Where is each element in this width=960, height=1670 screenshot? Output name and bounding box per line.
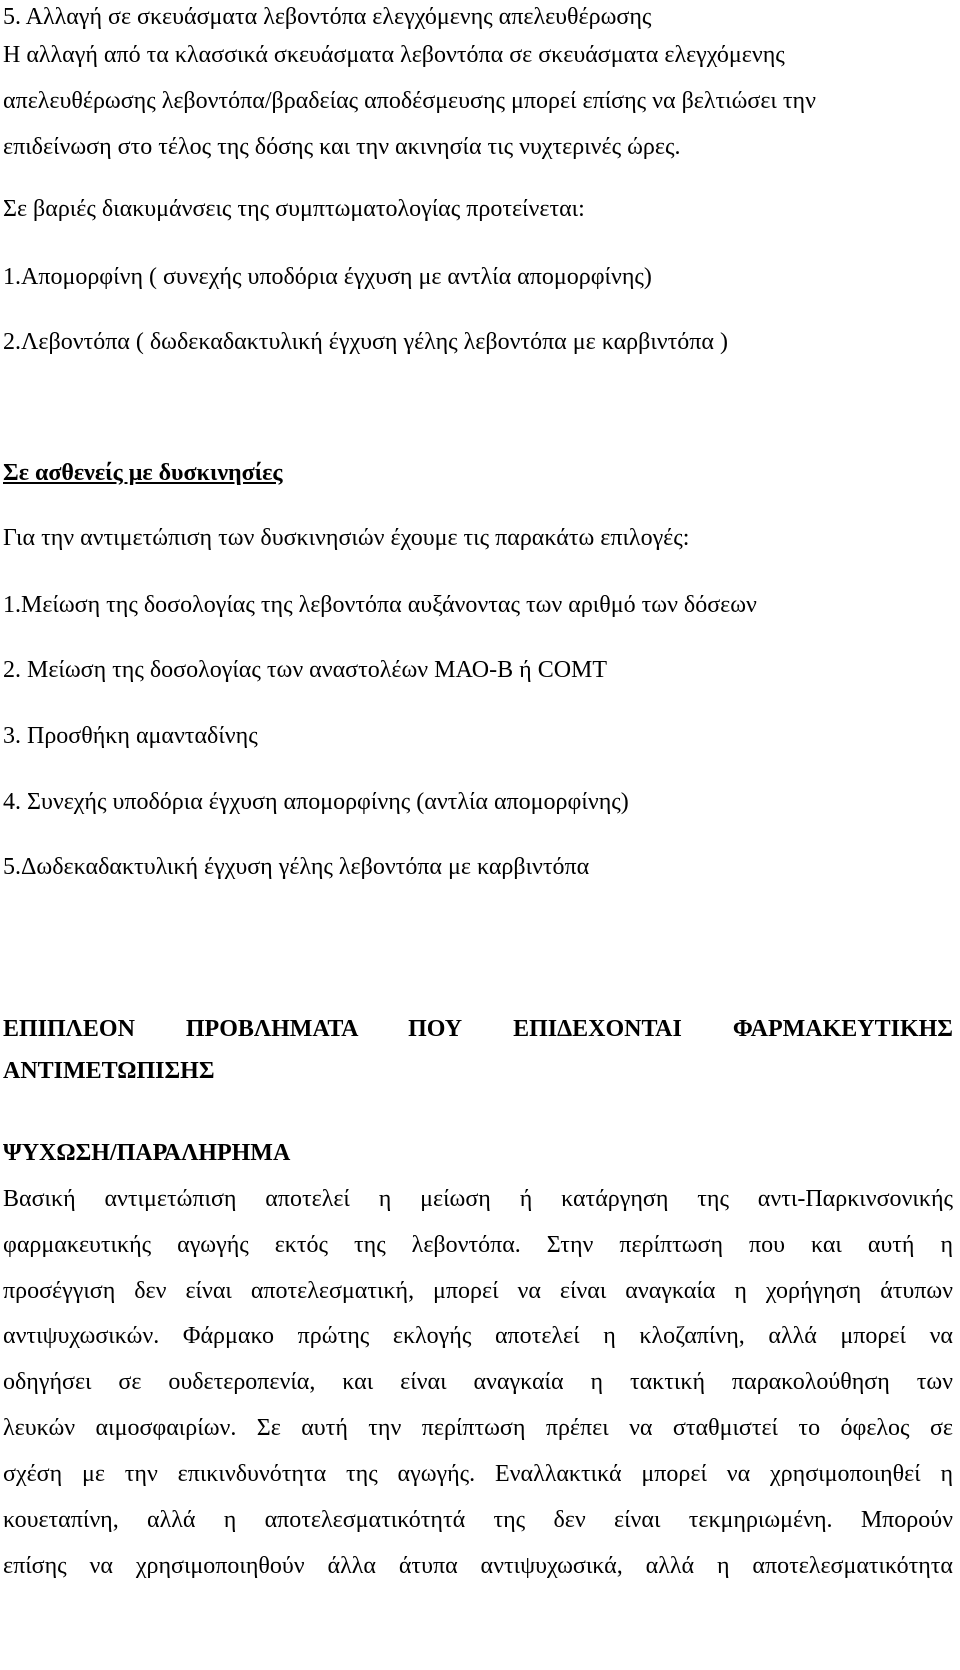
section-heading: Σε ασθενείς με δυσκινησίες: [3, 460, 283, 486]
paragraph-line: οδηγήσει σε ουδετεροπενία, και είναι αναγκαία η τακτική παρακολούθηση των: [3, 1369, 953, 1395]
paragraph-line: επίσης να χρησιμοποιηθούν άλλα άτυπα αντιψυχωσικά, αλλά η αποτελεσματικότητα: [3, 1553, 953, 1579]
intro-line: Για την αντιμετώπιση των δυσκινησιών έχουμε τις παρακάτω επιλογές:: [3, 525, 690, 551]
list-item: 1.Μείωση της δοσολογίας της λεβοντόπα αυξάνοντας των αριθμό των δόσεων: [3, 592, 757, 618]
paragraph-line: κουεταπίνη, αλλά η αποτελεσματικότητά της δεν είναι τεκμηριωμένη. Μπορούν: [3, 1507, 953, 1533]
paragraph-line: Η αλλαγή από τα κλασσικά σκευάσματα λεβοντόπα σε σκευάσματα ελεγχόμενης: [3, 42, 785, 68]
list-item: 1.Απομορφίνη ( συνεχής υποδόρια έγχυση με αντλία απομορφίνης): [3, 264, 652, 290]
major-heading-line: ΑΝΤΙΜΕΤΩΠΙΣΗΣ: [3, 1058, 215, 1084]
list-item: 2. Μείωση της δοσολογίας των αναστολέων ΜΑΟ-Β ή COMT: [3, 657, 608, 683]
paragraph-line: λευκών αιμοσφαιρίων. Σε αυτή την περίπτωση πρέπει να σταθμιστεί το όφελος σε: [3, 1415, 953, 1441]
intro-line: Σε βαριές διακυμάνσεις της συμπτωματολογίας προτείνεται:: [3, 196, 585, 222]
list-item: 2.Λεβοντόπα ( δωδεκαδακτυλική έγχυση γέλης λεβοντόπα με καρβιντόπα ): [3, 329, 728, 355]
paragraph-line: Βασική αντιμετώπιση αποτελεί η μείωση ή κατάργηση της αντι-Παρκινσονικής: [3, 1186, 953, 1212]
paragraph-line: αντιψυχωσικών. Φάρμακο πρώτης εκλογής αποτελεί η κλοζαπίνη, αλλά μπορεί να: [3, 1323, 953, 1349]
section-heading: 5. Αλλαγή σε σκευάσματα λεβοντόπα ελεγχόμενης απελευθέρωσης: [3, 4, 652, 30]
paragraph-line: σχέση με την επικινδυνότητα της αγωγής. Εναλλακτικά μπορεί να χρησιμοποιηθεί η: [3, 1461, 953, 1487]
list-item: 3. Προσθήκη αμανταδίνης: [3, 723, 258, 749]
paragraph-line: επιδείνωση στο τέλος της δόσης και την ακινησία τις νυχτερινές ώρες.: [3, 134, 681, 160]
paragraph-line: φαρμακευτικής αγωγής εκτός της λεβοντόπα. Στην περίπτωση που και αυτή η: [3, 1232, 953, 1258]
list-item: 4. Συνεχής υποδόρια έγχυση απομορφίνης (αντλία απομορφίνης): [3, 789, 629, 815]
paragraph-line: προσέγγιση δεν είναι αποτελεσματική, μπορεί να είναι αναγκαία η χορήγηση άτυπων: [3, 1278, 953, 1304]
major-heading-line: ΕΠΙΠΛΕΟΝ ΠΡΟΒΛΗΜΑΤΑ ΠΟΥ ΕΠΙΔΕΧΟΝΤΑΙ ΦΑΡΜΑΚΕΥΤΙΚΗΣ: [3, 1016, 953, 1042]
subsection-heading: ΨΥΧΩΣΗ/ΠΑΡΑΛΗΡΗΜΑ: [3, 1140, 291, 1166]
list-item: 5.Δωδεκαδακτυλική έγχυση γέλης λεβοντόπα με καρβιντόπα: [3, 854, 590, 880]
paragraph-line: απελευθέρωσης λεβοντόπα/βραδείας αποδέσμευσης μπορεί επίσης να βελτιώσει την: [3, 88, 816, 114]
